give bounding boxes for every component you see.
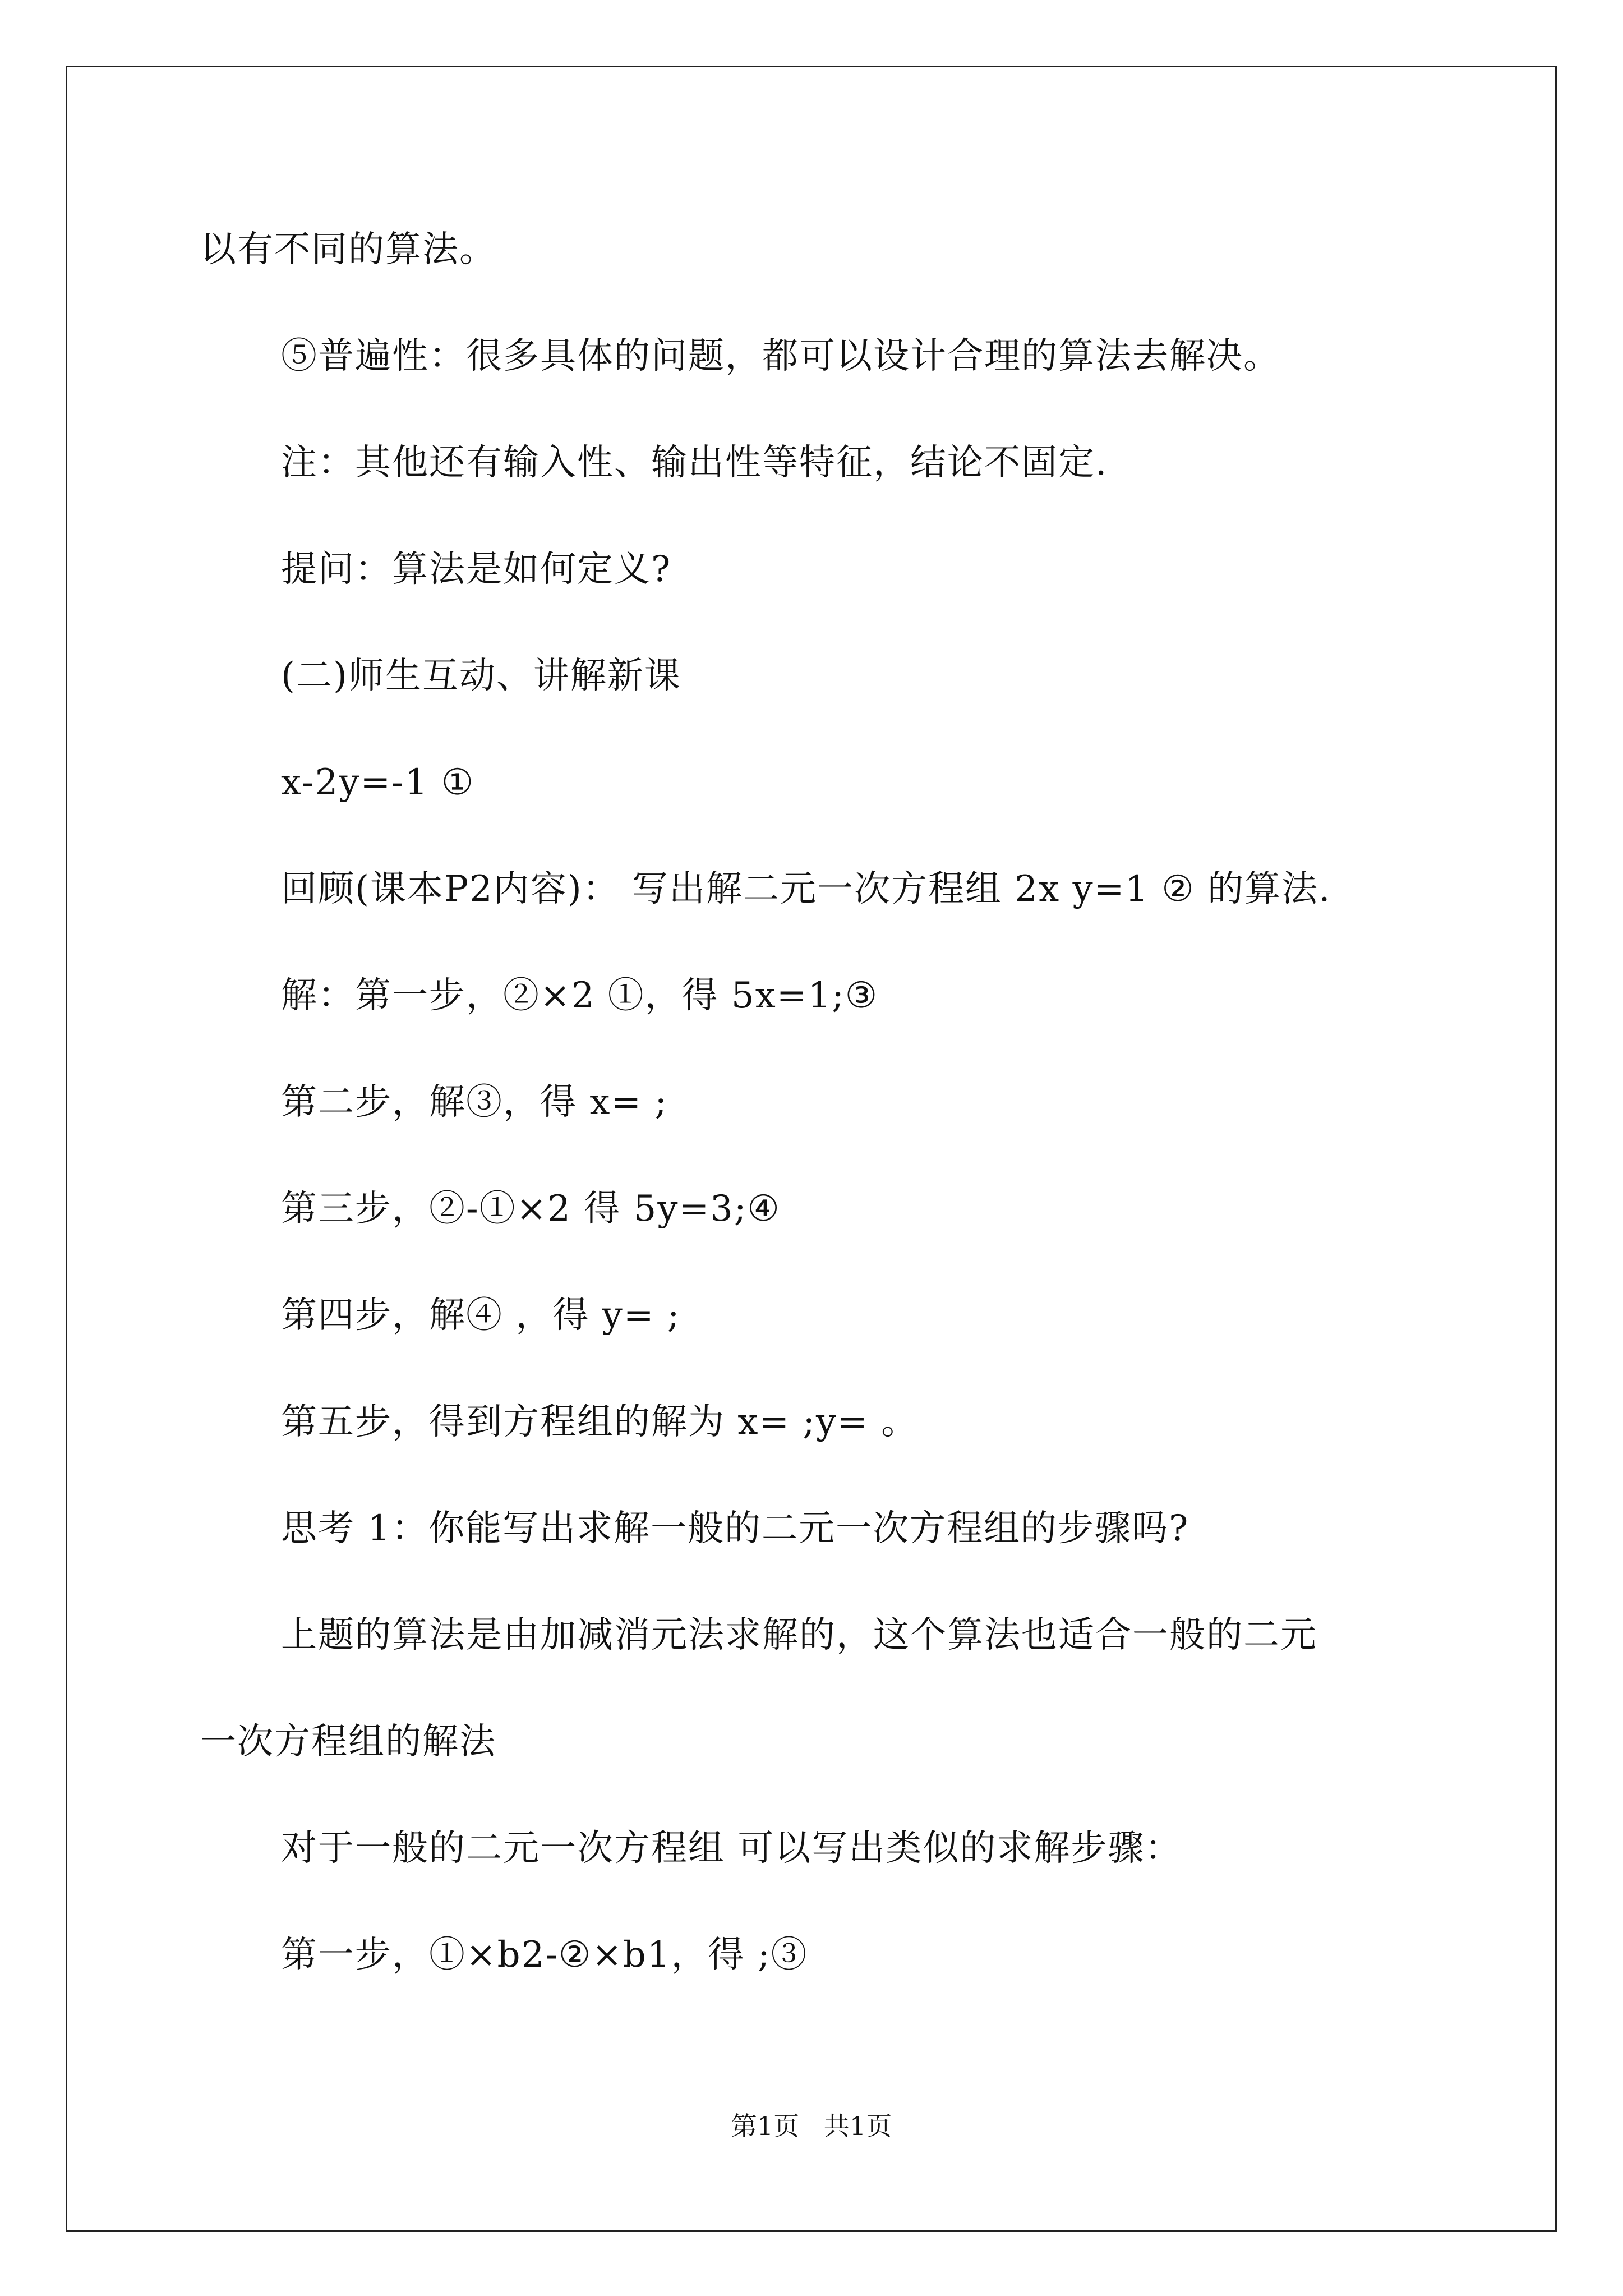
text-line: 第三步，②-①×2 得 5y=3;④ [281, 1188, 781, 1230]
text-line: ⑤普遍性：很多具体的问题，都可以设计合理的算法去解决。 [281, 335, 1280, 377]
text-line: 第五步，得到方程组的解为 x= ;y= 。 [281, 1401, 919, 1443]
text-line: 思考 1：你能写出求解一般的二元一次方程组的步骤吗? [281, 1508, 1189, 1549]
text-line: 提问：算法是如何定义? [281, 549, 672, 590]
text-line: (二)师生互动、讲解新课 [281, 655, 681, 697]
text-line: 以有不同的算法。 [200, 229, 496, 270]
text-line: 第一步，①×b2-②×b1，得 ;③ [281, 1934, 808, 1976]
text-line: 第二步，解③，得 x= ; [281, 1082, 668, 1123]
page-border [66, 66, 1557, 2232]
text-line: 上题的算法是由加减消元法求解的，这个算法也适合一般的二元 [281, 1614, 1317, 1656]
text-line: 对于一般的二元一次方程组 可以写出类似的求解步骤： [281, 1828, 1182, 1869]
text-line: 注：其他还有输入性、输出性等特征，结论不固定. [281, 442, 1108, 484]
text-line: x-2y=-1 ① [281, 762, 475, 803]
text-line: 解：第一步，②×2 ①，得 5x=1;③ [281, 975, 879, 1016]
text-line: 第四步，解④ ，得 y= ; [281, 1295, 681, 1336]
text-line: 一次方程组的解法 [200, 1721, 496, 1763]
text-line: 回顾(课本P2内容)： 写出解二元一次方程组 2x y=1 ② 的算法. [281, 868, 1331, 910]
page-footer: 第1页 共1页 [731, 2111, 892, 2141]
